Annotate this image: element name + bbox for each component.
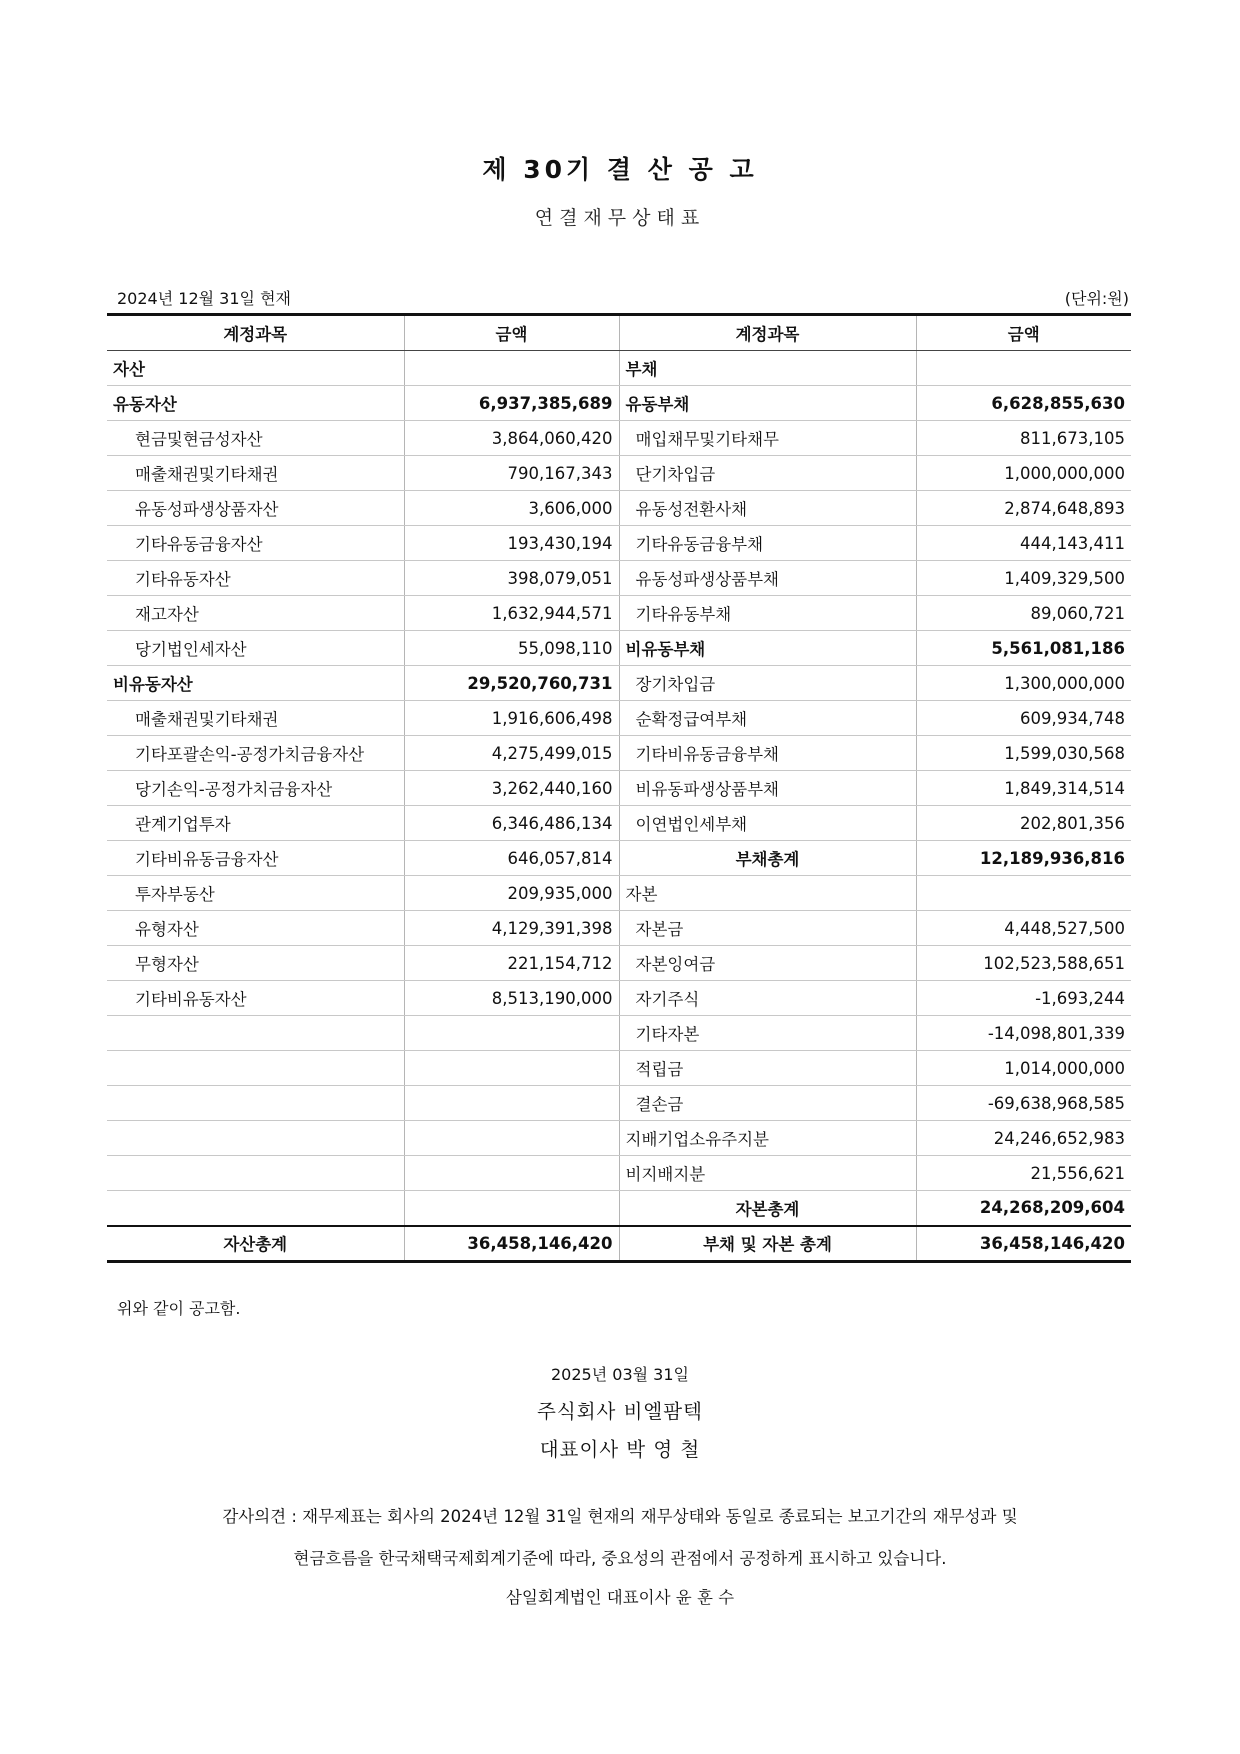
asset-account-cell: 투자부동산 bbox=[107, 876, 404, 911]
liability-account-cell: 비지배지분 bbox=[619, 1156, 916, 1191]
currency-unit: (단위:원) bbox=[1064, 289, 1129, 308]
column-header-liability-amount: 금액 bbox=[916, 315, 1131, 351]
asset-amount-cell bbox=[404, 1191, 619, 1226]
table-row bbox=[107, 701, 1131, 736]
liability-account-cell: 순확정급여부채 bbox=[619, 701, 916, 736]
asset-account-cell: 무형자산 bbox=[107, 946, 404, 981]
asset-amount-cell bbox=[404, 1016, 619, 1051]
liability-account-cell: 자기주식 bbox=[619, 981, 916, 1016]
total-liabilities-equity-label: 부채 및 자본 총계 bbox=[619, 1226, 916, 1262]
liability-account-cell: 유동성전환사채 bbox=[619, 491, 916, 526]
liability-account-cell: 유동부채 bbox=[619, 386, 916, 421]
asset-account-cell: 유동성파생상품자산 bbox=[107, 491, 404, 526]
asset-account-cell: 유형자산 bbox=[107, 911, 404, 946]
liability-account-cell: 자본잉여금 bbox=[619, 946, 916, 981]
column-header-liability-account: 계정과목 bbox=[619, 315, 916, 351]
table-row bbox=[107, 1086, 1131, 1121]
table-row bbox=[107, 1016, 1131, 1051]
liability-amount-cell: -1,693,244 bbox=[916, 981, 1131, 1016]
asset-amount-cell: 3,262,440,160 bbox=[404, 771, 619, 806]
liability-account-cell: 결손금 bbox=[619, 1086, 916, 1121]
table-row bbox=[107, 771, 1131, 806]
asset-account-cell: 유동자산 bbox=[107, 386, 404, 421]
liability-amount-cell: 6,628,855,630 bbox=[916, 386, 1131, 421]
asset-account-cell: 당기법인세자산 bbox=[107, 631, 404, 666]
liability-account-cell: 기타자본 bbox=[619, 1016, 916, 1051]
asset-account-cell: 기타포괄손익-공정가치금융자산 bbox=[107, 736, 404, 771]
asset-account-cell: 관계기업투자 bbox=[107, 806, 404, 841]
asset-account-cell: 재고자산 bbox=[107, 596, 404, 631]
asset-amount-cell: 221,154,712 bbox=[404, 946, 619, 981]
balance-sheet-body bbox=[107, 351, 1131, 1226]
audit-opinion-line-2: 현금흐름을 한국채택국제회계기준에 따라, 중요성의 관점에서 공정하게 표시하고 있습니다. bbox=[293, 1549, 947, 1568]
asset-account-cell bbox=[107, 1156, 404, 1191]
liability-account-cell: 매입채무및기타채무 bbox=[619, 421, 916, 456]
ceo-name: 대표이사 박 영 철 bbox=[539, 1438, 701, 1461]
asset-amount-cell: 790,167,343 bbox=[404, 456, 619, 491]
liability-account-cell: 장기차입금 bbox=[619, 666, 916, 701]
table-row bbox=[107, 876, 1131, 911]
asset-account-cell: 당기손익-공정가치금융자산 bbox=[107, 771, 404, 806]
table-row bbox=[107, 491, 1131, 526]
liability-amount-cell: 1,409,329,500 bbox=[916, 561, 1131, 596]
asset-account-cell: 기타비유동금융자산 bbox=[107, 841, 404, 876]
auditor-name: 삼일회계법인 대표이사 윤 훈 수 bbox=[505, 1588, 735, 1607]
liability-account-cell: 지배기업소유주지분 bbox=[619, 1121, 916, 1156]
asset-account-cell bbox=[107, 1016, 404, 1051]
asset-account-cell bbox=[107, 1086, 404, 1121]
liability-account-cell: 적립금 bbox=[619, 1051, 916, 1086]
asset-amount-cell: 209,935,000 bbox=[404, 876, 619, 911]
table-row bbox=[107, 421, 1131, 456]
asset-account-cell: 기타유동금융자산 bbox=[107, 526, 404, 561]
table-row bbox=[107, 736, 1131, 771]
table-row bbox=[107, 456, 1131, 491]
asset-amount-cell: 1,916,606,498 bbox=[404, 701, 619, 736]
liability-amount-cell: 1,014,000,000 bbox=[916, 1051, 1131, 1086]
liability-account-cell: 기타유동부채 bbox=[619, 596, 916, 631]
total-assets-amount: 36,458,146,420 bbox=[404, 1226, 619, 1262]
asset-account-cell: 현금및현금성자산 bbox=[107, 421, 404, 456]
asset-amount-cell bbox=[404, 1121, 619, 1156]
liability-amount-cell: -69,638,968,585 bbox=[916, 1086, 1131, 1121]
liability-amount-cell: 609,934,748 bbox=[916, 701, 1131, 736]
table-row bbox=[107, 526, 1131, 561]
liability-amount-cell: 1,000,000,000 bbox=[916, 456, 1131, 491]
asset-amount-cell: 4,129,391,398 bbox=[404, 911, 619, 946]
asset-account-cell: 기타유동자산 bbox=[107, 561, 404, 596]
table-row bbox=[107, 841, 1131, 876]
balance-sheet-table bbox=[107, 313, 1131, 1263]
table-row bbox=[107, 806, 1131, 841]
total-assets-label: 자산총계 bbox=[107, 1226, 404, 1262]
page-title: 제 30기 결 산 공 고 bbox=[482, 155, 758, 184]
asset-amount-cell bbox=[404, 1051, 619, 1086]
asset-amount-cell: 4,275,499,015 bbox=[404, 736, 619, 771]
asset-amount-cell: 55,098,110 bbox=[404, 631, 619, 666]
liability-amount-cell: 89,060,721 bbox=[916, 596, 1131, 631]
liability-account-cell: 이연법인세부채 bbox=[619, 806, 916, 841]
table-row bbox=[107, 561, 1131, 596]
table-row bbox=[107, 1121, 1131, 1156]
asset-amount-cell bbox=[404, 1156, 619, 1191]
asset-amount-cell: 1,632,944,571 bbox=[404, 596, 619, 631]
asset-account-cell: 기타비유동자산 bbox=[107, 981, 404, 1016]
liability-amount-cell: 2,874,648,893 bbox=[916, 491, 1131, 526]
liability-amount-cell: 102,523,588,651 bbox=[916, 946, 1131, 981]
asset-amount-cell bbox=[404, 351, 619, 386]
table-row bbox=[107, 666, 1131, 701]
liability-account-cell: 자본금 bbox=[619, 911, 916, 946]
liability-amount-cell: 24,246,652,983 bbox=[916, 1121, 1131, 1156]
liability-amount-cell: 5,561,081,186 bbox=[916, 631, 1131, 666]
liability-amount-cell: 12,189,936,816 bbox=[916, 841, 1131, 876]
table-row bbox=[107, 596, 1131, 631]
table-row bbox=[107, 386, 1131, 421]
table-header-row bbox=[107, 315, 1131, 351]
total-liabilities-equity-amount: 36,458,146,420 bbox=[916, 1226, 1131, 1262]
liability-account-cell: 비유동파생상품부채 bbox=[619, 771, 916, 806]
liability-amount-cell: 1,849,314,514 bbox=[916, 771, 1131, 806]
liability-amount-cell bbox=[916, 876, 1131, 911]
liability-account-cell: 자본 bbox=[619, 876, 916, 911]
liability-account-cell: 부채총계 bbox=[619, 841, 916, 876]
asset-amount-cell: 3,864,060,420 bbox=[404, 421, 619, 456]
announcement-date: 2025년 03월 31일 bbox=[551, 1365, 689, 1384]
asset-account-cell bbox=[107, 1051, 404, 1086]
asset-account-cell: 자산 bbox=[107, 351, 404, 386]
liability-account-cell: 기타유동금융부채 bbox=[619, 526, 916, 561]
table-row bbox=[107, 981, 1131, 1016]
liability-account-cell: 유동성파생상품부채 bbox=[619, 561, 916, 596]
asset-account-cell bbox=[107, 1121, 404, 1156]
liability-amount-cell: 21,556,621 bbox=[916, 1156, 1131, 1191]
liability-account-cell: 부채 bbox=[619, 351, 916, 386]
table-row bbox=[107, 1051, 1131, 1086]
liability-account-cell: 기타비유동금융부채 bbox=[619, 736, 916, 771]
liability-account-cell: 자본총계 bbox=[619, 1191, 916, 1226]
grand-total-row bbox=[107, 1226, 1131, 1262]
liability-amount-cell: -14,098,801,339 bbox=[916, 1016, 1131, 1051]
liability-amount-cell: 202,801,356 bbox=[916, 806, 1131, 841]
asset-amount-cell: 6,937,385,689 bbox=[404, 386, 619, 421]
asset-amount-cell: 193,430,194 bbox=[404, 526, 619, 561]
announcement-note: 위와 같이 공고함. bbox=[117, 1299, 241, 1318]
table-row bbox=[107, 911, 1131, 946]
asset-account-cell bbox=[107, 1191, 404, 1226]
column-header-asset-account: 계정과목 bbox=[107, 315, 404, 351]
asset-amount-cell bbox=[404, 1086, 619, 1121]
liability-amount-cell: 811,673,105 bbox=[916, 421, 1131, 456]
table-row bbox=[107, 1156, 1131, 1191]
liability-amount-cell: 1,300,000,000 bbox=[916, 666, 1131, 701]
asset-amount-cell: 6,346,486,134 bbox=[404, 806, 619, 841]
asset-account-cell: 매출채권및기타채권 bbox=[107, 456, 404, 491]
column-header-asset-amount: 금액 bbox=[404, 315, 619, 351]
liability-amount-cell: 444,143,411 bbox=[916, 526, 1131, 561]
liability-amount-cell: 24,268,209,604 bbox=[916, 1191, 1131, 1226]
asset-amount-cell: 8,513,190,000 bbox=[404, 981, 619, 1016]
asset-account-cell: 비유동자산 bbox=[107, 666, 404, 701]
liability-account-cell: 단기차입금 bbox=[619, 456, 916, 491]
liability-amount-cell bbox=[916, 351, 1131, 386]
table-row bbox=[107, 946, 1131, 981]
liability-amount-cell: 4,448,527,500 bbox=[916, 911, 1131, 946]
table-row bbox=[107, 351, 1131, 386]
asset-amount-cell: 29,520,760,731 bbox=[404, 666, 619, 701]
liability-amount-cell: 1,599,030,568 bbox=[916, 736, 1131, 771]
asset-amount-cell: 646,057,814 bbox=[404, 841, 619, 876]
asset-account-cell: 매출채권및기타채권 bbox=[107, 701, 404, 736]
table-row bbox=[107, 631, 1131, 666]
company-name: 주식회사 비엘팜텍 bbox=[537, 1400, 703, 1423]
liability-account-cell: 비유동부채 bbox=[619, 631, 916, 666]
audit-opinion-line-1: 감사의견 : 재무제표는 회사의 2024년 12월 31일 현재의 재무상태와 동일로 종료되는 보고기간의 재무성과 및 bbox=[222, 1507, 1018, 1526]
reporting-date: 2024년 12월 31일 현재 bbox=[117, 289, 291, 308]
asset-amount-cell: 3,606,000 bbox=[404, 491, 619, 526]
asset-amount-cell: 398,079,051 bbox=[404, 561, 619, 596]
table-row bbox=[107, 1191, 1131, 1226]
page-subtitle: 연결재무상태표 bbox=[534, 207, 706, 229]
